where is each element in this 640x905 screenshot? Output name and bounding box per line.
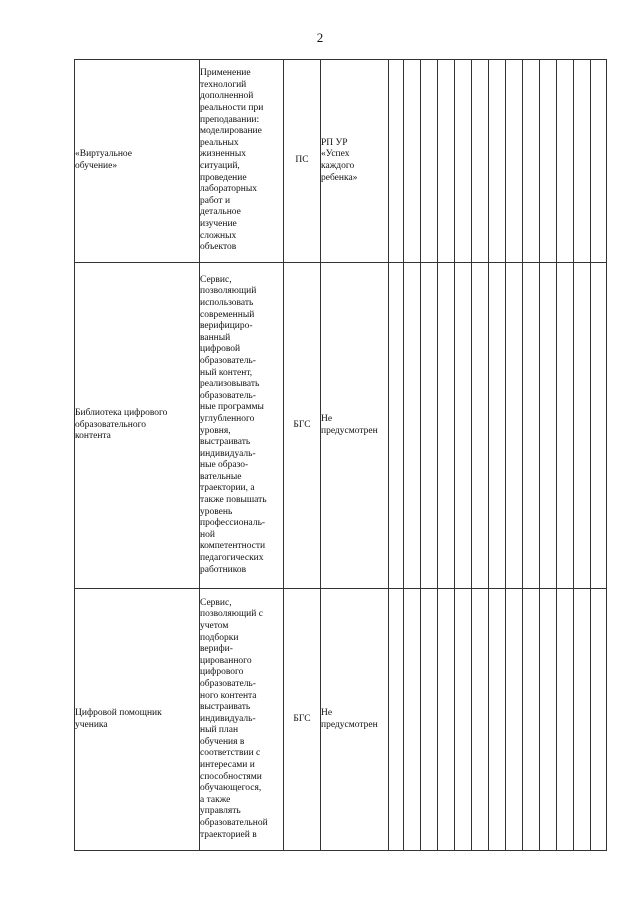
description-line: объектов	[200, 242, 237, 253]
description-line: выстраивать	[200, 437, 251, 448]
empty-cell	[438, 589, 455, 851]
empty-cell	[506, 263, 523, 589]
description-line: Сервис,	[200, 597, 232, 608]
description-line: верифициро-	[200, 321, 253, 332]
description-line: дополненной	[200, 91, 254, 102]
description-line: современный	[200, 309, 255, 320]
description-line: лабораторных	[200, 184, 258, 195]
empty-cell	[389, 60, 404, 263]
description-line: цированного	[200, 655, 252, 666]
description-line: способностями	[200, 771, 262, 782]
table-row	[75, 263, 607, 589]
description-cell	[200, 589, 284, 851]
service-name-line: обучение»	[75, 161, 118, 171]
empty-cell	[455, 263, 472, 589]
description-line: реальности при	[200, 103, 264, 114]
description-line: позволяющий с	[200, 609, 263, 620]
funding-cell	[321, 60, 389, 263]
empty-cell	[389, 589, 404, 851]
empty-cell	[404, 589, 421, 851]
description-line: управлять	[200, 806, 241, 817]
document-table	[74, 59, 607, 851]
empty-cell	[591, 263, 607, 589]
page-number: 2	[316, 30, 324, 45]
funding-line: Не	[321, 707, 333, 718]
description-line: вательные	[200, 471, 242, 482]
description-line: траектории, а	[200, 483, 255, 494]
empty-cell	[455, 589, 472, 851]
empty-cell	[574, 589, 591, 851]
empty-cell	[489, 60, 506, 263]
funding-line: Не	[321, 413, 333, 424]
empty-cell	[421, 589, 438, 851]
empty-cell	[574, 60, 591, 263]
empty-cell	[472, 60, 489, 263]
description-line: жизненных	[200, 149, 247, 160]
description-line: сложных	[200, 230, 237, 241]
empty-cell	[523, 263, 540, 589]
empty-cell	[404, 263, 421, 589]
service-name-cell	[75, 589, 200, 851]
description-line: позволяющий	[200, 286, 257, 297]
empty-cell	[506, 589, 523, 851]
description-line: цифровой	[200, 344, 241, 355]
service-name-cell	[75, 263, 200, 589]
empty-cell	[472, 263, 489, 589]
description-line: проведение	[200, 172, 247, 183]
description-line: Сервис,	[200, 274, 232, 285]
empty-cell	[540, 589, 557, 851]
empty-cell	[523, 60, 540, 263]
source-cell: ПС	[284, 60, 321, 263]
source-cell: БГС	[284, 263, 321, 589]
description-line: реальных	[200, 137, 239, 148]
description-line: ной	[200, 529, 215, 540]
description-line: углубленного	[200, 413, 255, 424]
description-line: использовать	[200, 297, 254, 308]
funding-line: ребенка»	[321, 172, 358, 183]
description-line: обучения в	[200, 736, 245, 747]
description-line: образователь-	[200, 390, 256, 401]
description-line: соответствии с	[200, 748, 261, 759]
empty-cell	[455, 60, 472, 263]
funding-line: РП УР	[321, 137, 348, 148]
empty-cell	[438, 263, 455, 589]
description-line: образователь-	[200, 355, 256, 366]
empty-cell	[489, 589, 506, 851]
funding-line: каждого	[321, 161, 355, 171]
description-line: реализовывать	[200, 379, 260, 390]
source-cell: БГС	[284, 589, 321, 851]
funding-cell	[321, 589, 389, 851]
description-line: ный контент,	[200, 367, 253, 378]
description-line: уровня,	[200, 425, 231, 436]
funding-line: «Успех	[321, 149, 350, 160]
description-line: а также	[200, 794, 231, 805]
description-line: выстраивать	[200, 702, 251, 713]
empty-cell	[523, 589, 540, 851]
description-line: ванный	[200, 332, 231, 343]
service-name-line: образовательного	[75, 419, 147, 430]
description-cell	[200, 263, 284, 589]
description-line: педагогических	[200, 553, 264, 564]
empty-cell	[489, 263, 506, 589]
empty-cell	[591, 589, 607, 851]
description-line: образователь-	[200, 678, 256, 689]
empty-cell	[557, 263, 574, 589]
empty-cell	[421, 60, 438, 263]
description-line: Применение	[200, 68, 251, 79]
description-line: также повышать	[200, 495, 267, 506]
description-line: ные программы	[200, 402, 264, 413]
description-line: ситуаций,	[200, 161, 240, 171]
empty-cell	[389, 263, 404, 589]
funding-line: предусмотрен	[321, 425, 378, 436]
description-line: работников	[200, 564, 247, 575]
empty-cell	[404, 60, 421, 263]
description-line: цифрового	[200, 667, 244, 678]
empty-cell	[472, 589, 489, 851]
description-line: интересами и	[200, 760, 255, 771]
empty-cell	[574, 263, 591, 589]
empty-cell	[591, 60, 607, 263]
description-line: ные образо-	[200, 460, 249, 471]
description-line: траекторией в	[200, 829, 257, 840]
service-name-line: ученика	[75, 719, 108, 730]
description-line: обучающегося,	[200, 783, 262, 794]
description-line: образовательной	[200, 818, 268, 829]
empty-cell	[557, 60, 574, 263]
service-name-line: «Виртуальное	[75, 149, 132, 160]
description-line: профессиональ-	[200, 518, 266, 529]
description-line: моделирование	[200, 126, 262, 137]
description-cell	[200, 60, 284, 263]
description-line: технологий	[200, 79, 247, 90]
service-name-line: Библиотека цифрового	[75, 408, 168, 419]
empty-cell	[421, 263, 438, 589]
empty-cell	[540, 263, 557, 589]
description-line: ный план	[200, 725, 239, 736]
service-name-cell	[75, 60, 200, 263]
service-name-line: контента	[75, 431, 111, 442]
description-line: индивидуаль-	[200, 713, 256, 724]
service-name-line: Цифровой помощник	[75, 707, 162, 718]
funding-cell	[321, 263, 389, 589]
description-line: уровень	[200, 506, 233, 517]
description-line: индивидуаль-	[200, 448, 256, 459]
empty-cell	[438, 60, 455, 263]
description-line: работ и	[200, 195, 231, 206]
empty-cell	[540, 60, 557, 263]
empty-cell	[557, 589, 574, 851]
description-line: верифи-	[200, 644, 233, 655]
description-line: ного контента	[200, 690, 257, 701]
description-line: детальное	[200, 207, 241, 218]
description-line: компетентности	[200, 541, 266, 552]
description-line: учетом	[200, 620, 229, 631]
description-line: преподавании:	[200, 114, 260, 125]
table-row	[75, 60, 607, 263]
description-line: подборки	[200, 632, 239, 643]
description-line: изучение	[200, 218, 237, 229]
table-row	[75, 589, 607, 851]
empty-cell	[506, 60, 523, 263]
funding-line: предусмотрен	[321, 719, 378, 730]
